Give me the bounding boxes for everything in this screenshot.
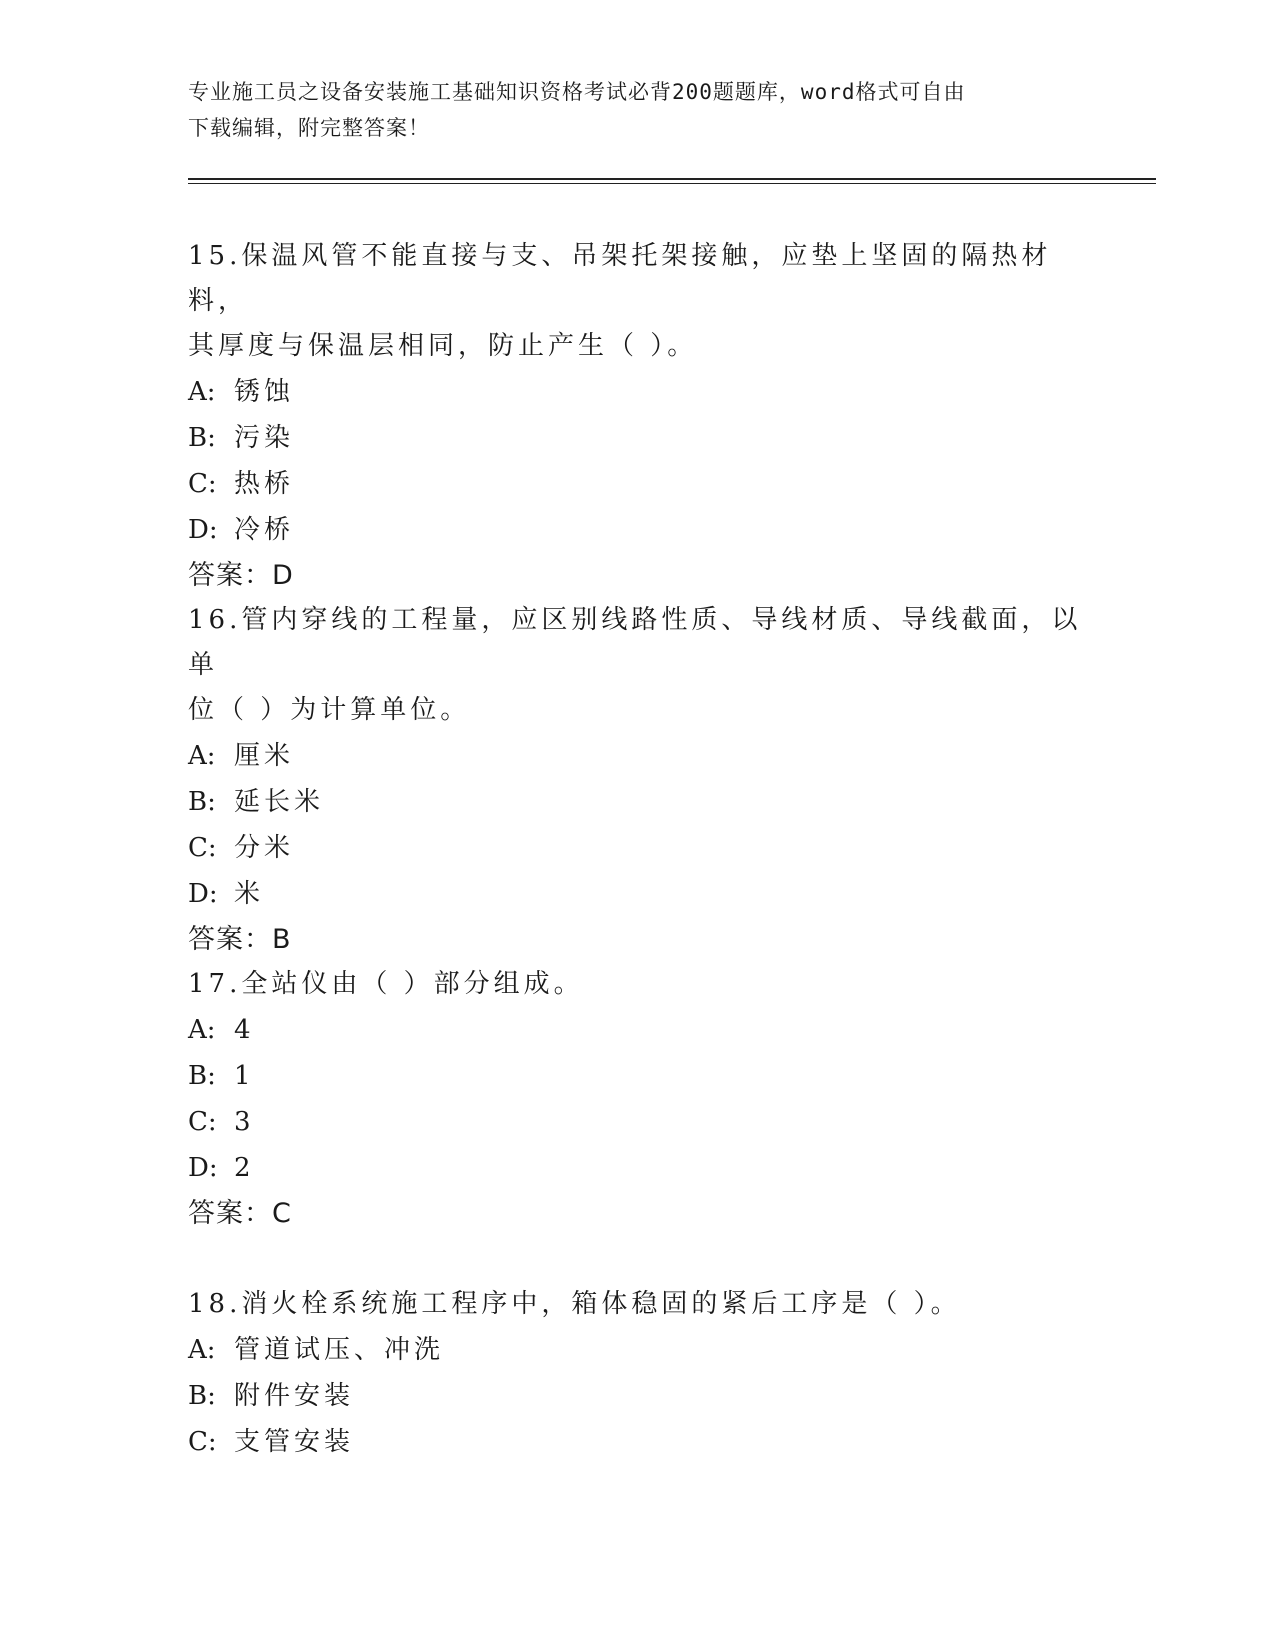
question-text-line-1: 16.管内穿线的工程量，应区别线路性质、导线材质、导线截面，以单 (188, 605, 1082, 680)
option-value: 冷桥 (234, 515, 295, 545)
question-15 (188, 234, 1088, 599)
option-value: 2 (234, 1153, 255, 1183)
option-d (188, 871, 1088, 917)
option-a (188, 1327, 1088, 1373)
option-b (188, 1373, 1088, 1419)
answer-line: 答案：D (188, 560, 294, 591)
option-key: C: (188, 469, 217, 499)
option-c (188, 461, 1088, 507)
option-value: 3 (234, 1107, 255, 1137)
option-key: D: (188, 515, 218, 545)
option-a (188, 1007, 1088, 1053)
option-key: A: (188, 1335, 216, 1365)
question-text-line-1: 18.消火栓系统施工程序中，箱体稳固的紧后工序是（ ）。 (188, 1289, 961, 1319)
option-key: B: (188, 423, 216, 453)
option-c (188, 1419, 1088, 1465)
option-a (188, 369, 1088, 415)
option-key: A: (188, 741, 216, 771)
header-divider-thick (188, 178, 1156, 180)
answer-line: 答案：C (188, 1198, 292, 1229)
document-header (188, 74, 1088, 146)
option-value: 4 (234, 1015, 255, 1045)
option-b (188, 415, 1088, 461)
header-divider-thin (188, 183, 1156, 184)
option-value: 支管安装 (234, 1427, 355, 1457)
option-key: C: (188, 1107, 217, 1137)
option-value: 延长米 (234, 787, 325, 817)
option-c (188, 825, 1088, 871)
option-key: D: (188, 1153, 218, 1183)
option-key: D: (188, 879, 218, 909)
option-key: B: (188, 787, 216, 817)
header-line-1: 专业施工员之设备安装施工基础知识资格考试必背200题题库，word格式可自由 (188, 80, 966, 104)
option-value: 厘米 (234, 741, 295, 771)
option-b (188, 1053, 1088, 1099)
option-key: B: (188, 1381, 216, 1411)
question-text-line-2: 位（ ）为计算单位。 (188, 695, 471, 725)
question-text-line-1: 17.全站仪由（ ）部分组成。 (188, 969, 584, 999)
option-key: C: (188, 1427, 217, 1457)
question-17 (188, 962, 1088, 1237)
option-value: 污染 (234, 423, 295, 453)
option-value: 锈蚀 (234, 377, 295, 407)
option-d (188, 1145, 1088, 1191)
option-a (188, 733, 1088, 779)
option-value: 热桥 (234, 469, 295, 499)
option-key: C: (188, 833, 217, 863)
option-value: 管道试压、冲洗 (234, 1335, 445, 1365)
header-line-2: 下载编辑，附完整答案！ (188, 116, 430, 140)
option-key: A: (188, 377, 216, 407)
question-18 (188, 1282, 1088, 1465)
option-key: A: (188, 1015, 216, 1045)
question-text-line-2: 其厚度与保温层相同，防止产生（ ）。 (188, 331, 698, 361)
option-d (188, 507, 1088, 553)
option-value: 米 (234, 879, 265, 909)
option-b (188, 779, 1088, 825)
question-text-line-1: 15.保温风管不能直接与支、吊架托架接触，应垫上坚固的隔热材料， (188, 241, 1052, 316)
answer-line: 答案：B (188, 924, 292, 955)
option-value: 附件安装 (234, 1381, 355, 1411)
option-value: 分米 (234, 833, 295, 863)
option-value: 1 (234, 1061, 255, 1091)
option-c (188, 1099, 1088, 1145)
question-16 (188, 598, 1088, 963)
option-key: B: (188, 1061, 216, 1091)
